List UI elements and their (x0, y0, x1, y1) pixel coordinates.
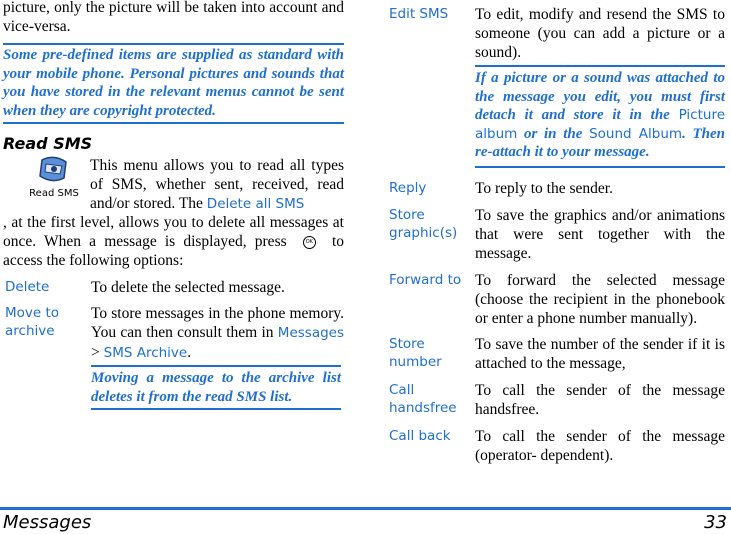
note-top-rule (3, 43, 344, 45)
edit-note-mid: or in the (524, 125, 583, 142)
delete-all-sms-link[interactable]: Delete all SMS (206, 196, 305, 212)
intro-paragraph: picture, only the picture will be taken into account and vice-versa. (3, 0, 344, 35)
section-heading: Read SMS (3, 134, 93, 153)
copyright-note: Some pre-defined items are supplied as standard with your mobile phone. Personal pictures and sounds that you have stored in the relevant menus cannot be sent when they are copyright protected. (3, 47, 344, 119)
option-call-handsfree-label[interactable]: Call handsfree (389, 382, 457, 416)
option-edit-sms-label[interactable]: Edit SMS (389, 6, 449, 22)
option-call-back-desc: To call the sender of the message (operator- dependent). (475, 428, 725, 464)
option-delete-desc: To delete the selected message. (91, 279, 285, 296)
sound-album-link[interactable]: Sound Album (589, 125, 683, 142)
option-move-to-archive-desc (91, 304, 344, 363)
edit-note-top-rule (475, 65, 725, 67)
sms-archive-link[interactable]: SMS Archive (103, 345, 188, 361)
icon-caption: Read SMS (29, 188, 79, 199)
edit-note (475, 69, 725, 162)
option-store-graphics-desc: To save the graphics and/or animations that were sent together with the message. (475, 207, 725, 262)
option-reply-label[interactable]: Reply (389, 180, 427, 196)
option-store-graphics-label[interactable]: Store graphic(s) (389, 207, 458, 241)
ok-key-icon: OK (303, 236, 316, 249)
archive-note-top-rule (91, 365, 341, 367)
footer-section: Messages (3, 512, 92, 533)
picture-album-link[interactable]: Picture album (475, 107, 726, 142)
move-archive-period: . (187, 344, 192, 361)
move-archive-text: To store messages in the phone memory. You can then consult them in (91, 305, 344, 341)
edit-note-post: . Then re-attach it to your message. (475, 125, 725, 160)
note-bottom-rule (3, 122, 344, 124)
archive-note: Moving a message to the archive list deletes it from the read SMS list. (91, 370, 341, 405)
edit-note-bottom-rule (475, 166, 725, 168)
page-number: 33 (704, 512, 727, 533)
menu-separator: > (91, 344, 100, 361)
messages-link[interactable]: Messages (277, 325, 344, 341)
edit-note-text: If a picture or a sound was attached to the message you edit, you must first detach it and store it in the (475, 70, 725, 123)
read-sms-intro-bottom (3, 213, 344, 270)
option-move-to-archive-label[interactable]: Move to archive (5, 305, 60, 339)
option-store-number-desc: To save the number of the sender if it is attached to the message, (475, 336, 725, 372)
read-sms-text-part3: to access the following options: (3, 233, 345, 269)
option-reply-desc: To reply to the sender. (475, 180, 613, 197)
footer-rule (0, 507, 731, 510)
read-sms-text-part1: This menu allows you to read all types of SMS, whether sent, received, read and/or stored. The (90, 157, 344, 212)
option-forward-to-label[interactable]: Forward to (389, 272, 462, 288)
option-forward-to-desc: To forward the selected message (choose the recipient in the phonebook or enter a phone number manually). (475, 272, 725, 327)
read-sms-text-part2: , at the first level, allows you to delete all messages at once. When a message is displayed, press (3, 214, 344, 250)
option-edit-sms-desc: To edit, modify and resend the SMS to someone (you can add a picture or a sound). (475, 6, 725, 61)
option-call-handsfree-desc: To call the sender of the message handsfree. (475, 382, 725, 418)
archive-note-bottom-rule (91, 408, 341, 410)
option-call-back-label[interactable]: Call back (389, 428, 451, 444)
read-sms-icon (24, 156, 84, 200)
option-store-number-label[interactable]: Store number (389, 336, 442, 370)
option-delete-label[interactable]: Delete (5, 279, 50, 295)
read-sms-intro-top (90, 156, 344, 214)
